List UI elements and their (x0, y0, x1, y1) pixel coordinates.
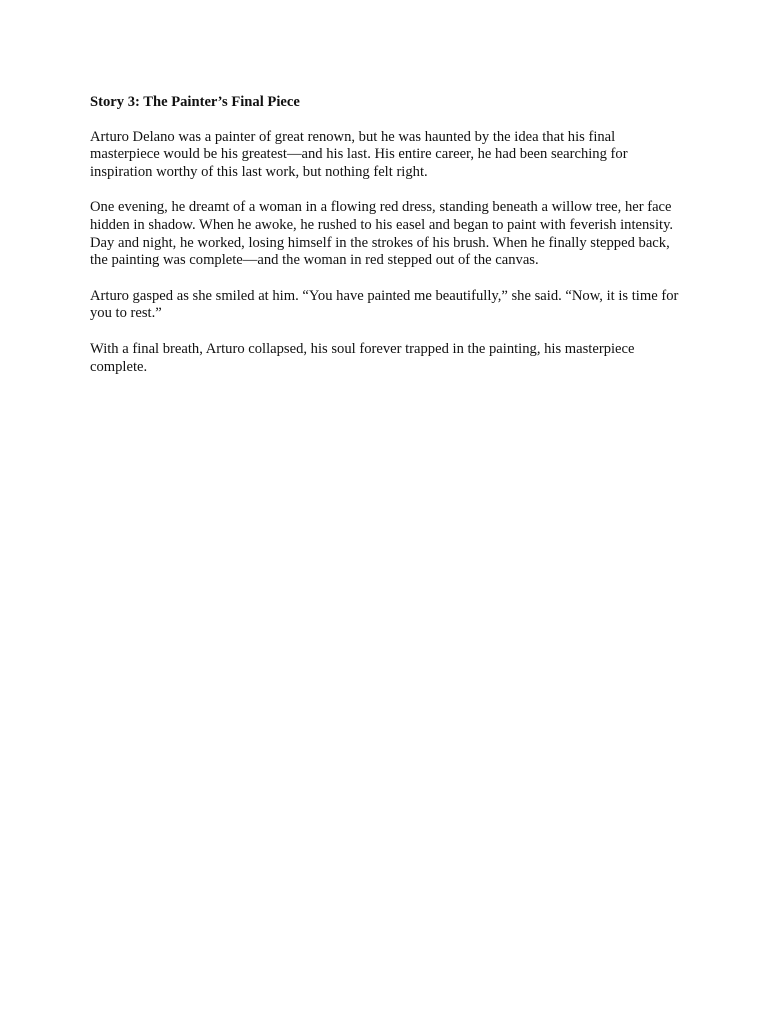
paragraph-2: One evening, he dreamt of a woman in a flowing red dress, standing beneath a willow tree, her face hidden in shadow. When he awoke, he rushed to his easel and began to paint with feverish intensity. Day and night, he worked, losing himself in the strokes of his brush. When he finally stepped back, the painting was complete—and the woman in red stepped out of the canvas. (90, 199, 674, 269)
paragraph-1: Arturo Delano was a painter of great renown, but he was haunted by the idea that his final masterpiece would be his greatest—and his last. His entire career, he had been searching for inspiration worthy of this last work, but nothing felt right. (90, 128, 628, 180)
document-body (90, 94, 680, 394)
story-title: Story 3: The Painter’s Final Piece (90, 94, 300, 110)
paragraph-4: With a final breath, Arturo collapsed, his soul forever trapped in the painting, his masterpiece complete. (90, 340, 635, 375)
paragraph-3: Arturo gasped as she smiled at him. “You have painted me beautifully,” she said. “Now, it is time for you to rest.” (90, 287, 679, 322)
